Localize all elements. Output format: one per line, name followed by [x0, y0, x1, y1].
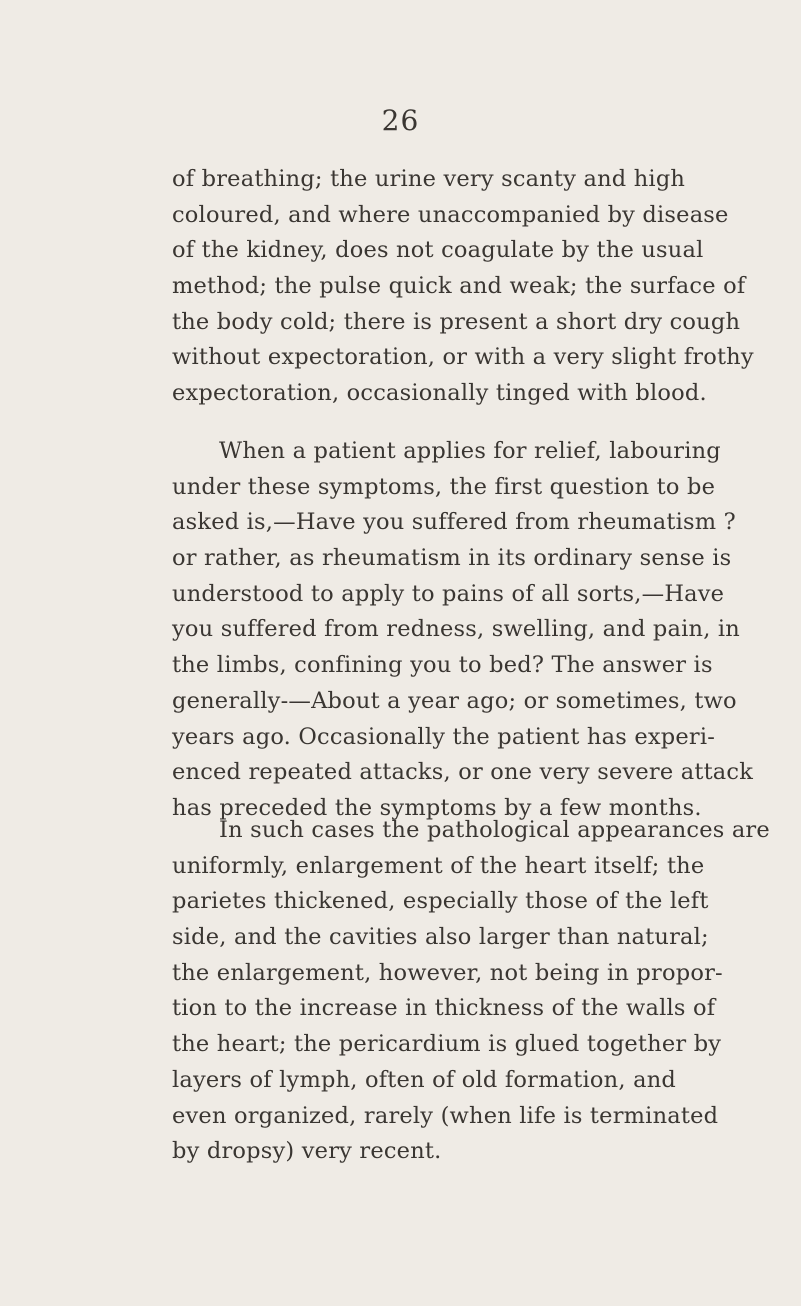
paragraph-2: [172, 434, 754, 827]
text-line: When a patient applies for relief, labouring: [219, 438, 721, 464]
text-line: parietes thickened, especially those of the left: [172, 888, 709, 915]
text-line: the heart; the pericardium is glued together by: [172, 1031, 722, 1058]
text-line: generally-—About a year ago; or sometimes, two: [172, 687, 737, 714]
text-line: of breathing; the urine very scanty and high: [172, 166, 686, 192]
text-line: asked is,—Have you suffered from rheumatism ?: [172, 509, 736, 536]
text-line: you suffered from redness, swelling, and pain, in: [172, 616, 740, 643]
text-line: layers of lymph, often of old formation, and: [172, 1066, 676, 1093]
paragraph-1: [172, 162, 754, 412]
text-line: side, and the cavities also larger than natural;: [172, 924, 709, 951]
text-line: the limbs, confining you to bed? The answer is: [172, 652, 713, 679]
text-line: method; the pulse quick and weak; the surface of: [172, 273, 746, 300]
text-line: the body cold; there is present a short dry cough: [172, 308, 741, 335]
text-line: under these symptoms, the first question to be: [172, 473, 716, 500]
text-line: understood to apply to pains of all sorts,—Have: [172, 580, 725, 607]
text-line: or rather, as rheumatism in its ordinary sense is: [172, 545, 732, 572]
text-line: even organized, rarely (when life is terminated: [172, 1102, 719, 1129]
page-number: 26: [381, 104, 420, 137]
text-line: without expectoration, or with a very slight frothy: [172, 344, 754, 371]
text-line: expectoration, occasionally tinged with blood.: [172, 380, 707, 407]
text-line: coloured, and where unaccompanied by disease: [172, 201, 729, 228]
text-line: of the kidney, does not coagulate by the usual: [172, 237, 704, 264]
text-line: tion to the increase in thickness of the walls of: [172, 995, 716, 1022]
text-line: by dropsy) very recent.: [172, 1138, 442, 1165]
text-line: years ago. Occasionally the patient has experi-: [172, 723, 716, 750]
text-line: the enlargement, however, not being in propor-: [172, 959, 723, 986]
paragraph-3: [172, 813, 770, 1170]
text-line: uniformly, enlargement of the heart itself; the: [172, 852, 705, 879]
text-line: enced repeated attacks, or one very severe attack: [172, 759, 754, 786]
text-line: has preceded the symptoms by a few months.: [172, 794, 702, 821]
text-line: In such cases the pathological appearances are: [219, 817, 770, 843]
